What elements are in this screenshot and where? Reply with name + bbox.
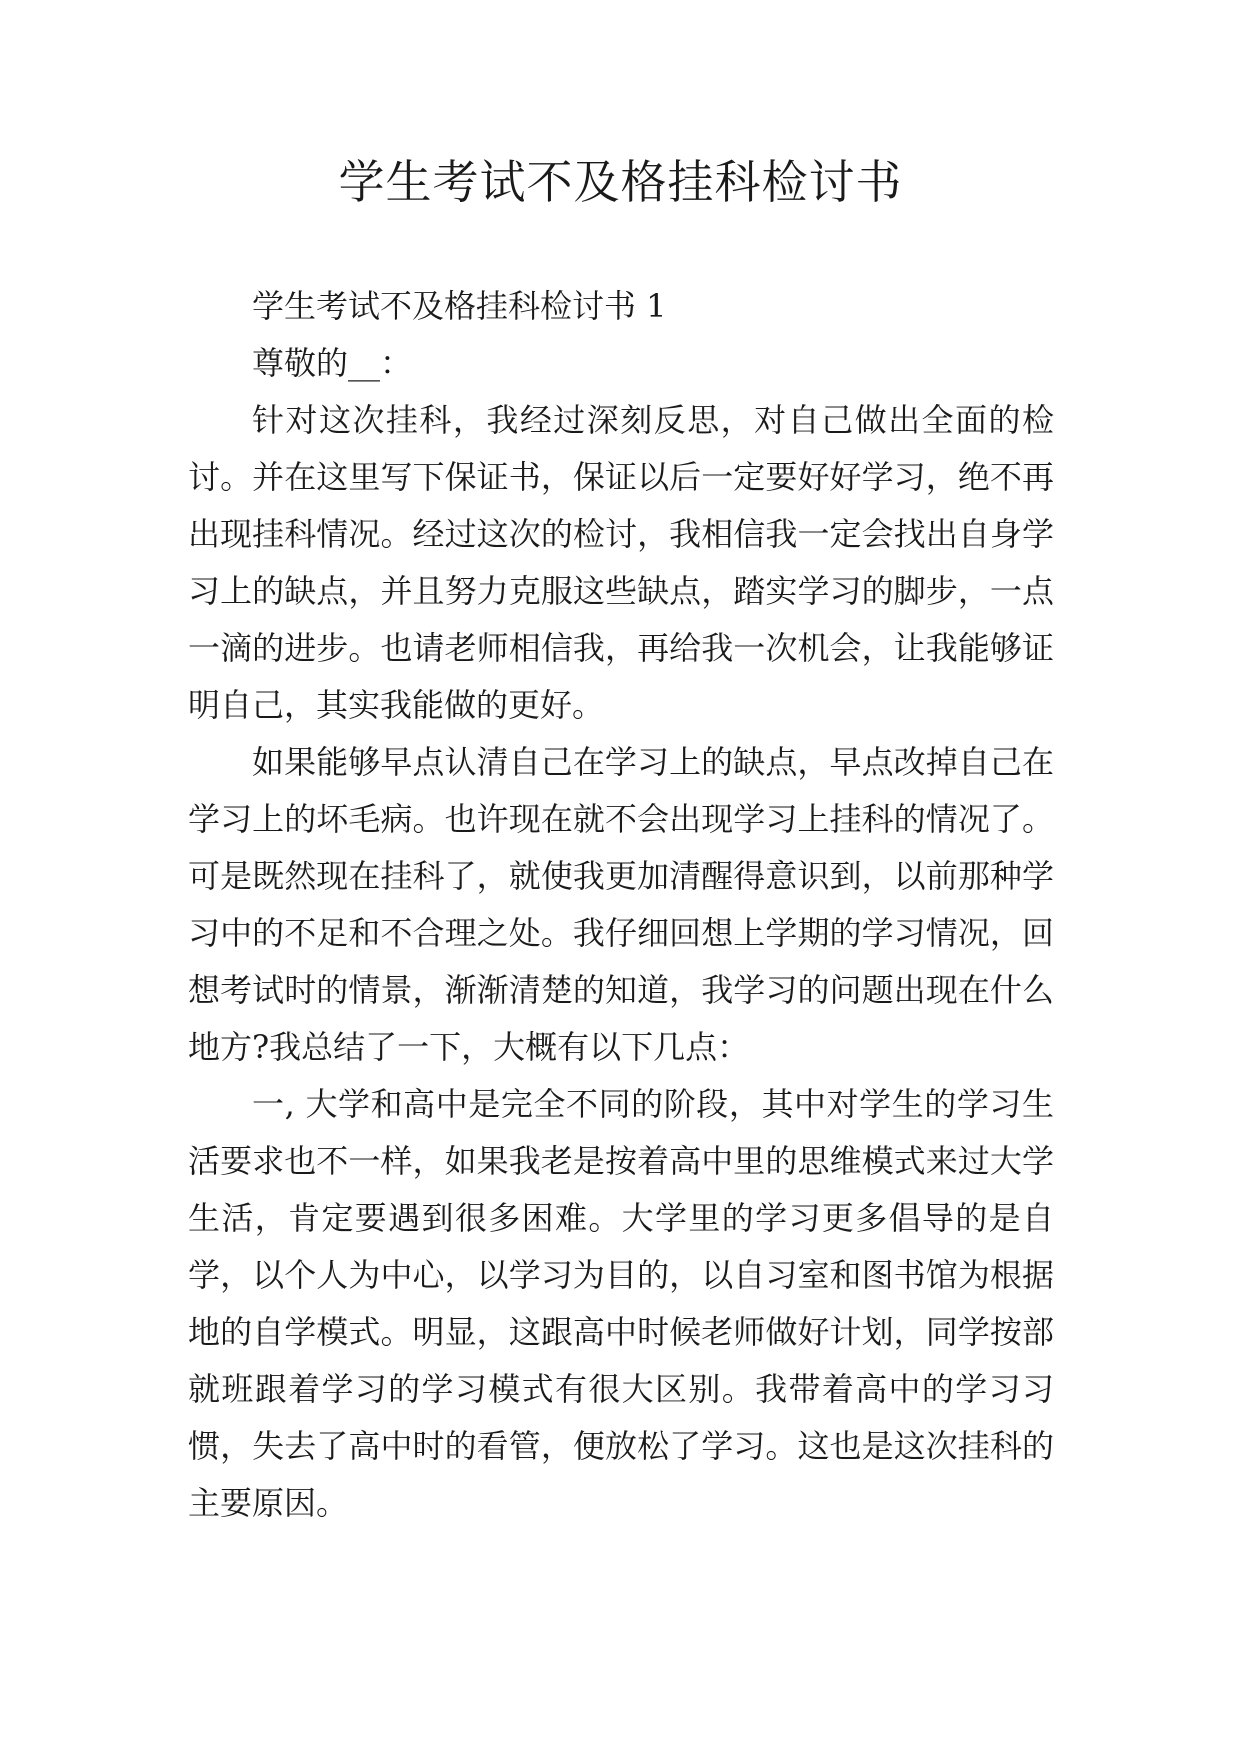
document-subtitle: 学生考试不及格挂科检讨书 1 [252,287,667,325]
document-body [188,278,1054,1532]
paragraph-1: 针对这次挂科，我经过深刻反思，对自己做出全面的检讨。并在这里写下保证书，保证以后一定要好好学习，绝不再出现挂科情况。经过这次的检讨，我相信我一定会找出自身学习上的缺点，并且努力克服这些缺点，踏实学习的脚步，一点一滴的进步。也请老师相信我，再给我一次机会，让我能够证明自己，其实我能做的更好。 [188,401,1054,724]
salutation: 尊敬的__： [252,344,413,382]
document-title: 学生考试不及格挂科检讨书 [338,155,903,209]
paragraph-3: 一, 大学和高中是完全不同的阶段，其中对学生的学习生活要求也不一样，如果我老是按着高中里的思维模式来过大学生活，肯定要遇到很多困难。大学里的学习更多倡导的是自学，以个人为中心，以学习为目的，以自习室和图书馆为根据地的自学模式。明显，这跟高中时候老师做好计划，同学按部就班跟着学习的学习模式有很大区别。我带着高中的学习习惯，失去了高中时的看管，便放松了学习。这也是这次挂科的主要原因。 [188,1085,1054,1522]
paragraph-2: 如果能够早点认清自己在学习上的缺点，早点改掉自己在学习上的坏毛病。也许现在就不会出现学习上挂科的情况了。可是既然现在挂科了，就使我更加清醒得意识到，以前那种学习中的不足和不合理之处。我仔细回想上学期的学习情况，回想考试时的情景，渐渐清楚的知道，我学习的问题出现在什么地方?我总结了一下，大概有以下几点： [188,743,1054,1066]
